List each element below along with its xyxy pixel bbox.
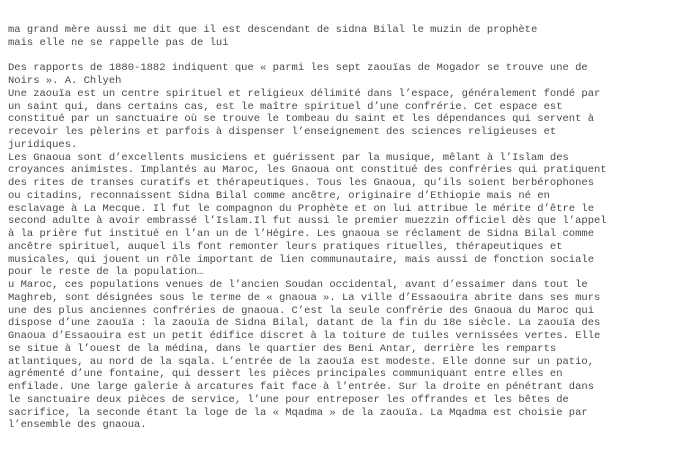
text-line: ou citadins, reconnaissent Sidna Bilal comme ancêtre, originaire d’Ethiopie mais né en: [8, 189, 550, 202]
text-line: Les Gnaoua sont d’excellents musiciens et guérissent par la musique, mêlant à l’Islam des: [8, 151, 569, 164]
text-line: pour le reste de la population…: [8, 266, 204, 279]
text-line: dispose d’une zaouïa : la zaouïa de Sidna Bilal, datant de la fin du 18e siècle. La zaouïa des: [8, 317, 601, 330]
text-line: un saint qui, dans certains cas, est le maître spirituel d’une confrérie. Cet espace est: [8, 100, 563, 113]
text-line: Maghreb, sont désignées sous le terme de « gnaoua ». La ville d’Essaouira abrite dans ses murs: [8, 291, 601, 304]
intro-paragraph: [8, 24, 680, 50]
text-line: Gnaoua d’Essaouira est un petit édifice discret à la toiture de tuiles vernissées vertes. Elle: [8, 330, 601, 342]
text-line: croyances animistes. Implantés au Maroc, les Gnaoua ont constitué des confréries qui pratiquent: [8, 164, 607, 177]
text-line: mais elle ne se rappelle pas de lui: [8, 36, 229, 49]
text-line: se situe à l’ouest de la médina, dans le quartier des Beni Antar, derrière les remparts: [8, 342, 557, 355]
text-line: juridiques.: [8, 138, 78, 151]
text-line: le sanctuaire deux pièces de service, l’une pour entreposer les offrandes et les bêtes de: [8, 393, 569, 406]
text-line: enfilade. Une large galerie à arcatures fait face à l’entrée. Sur la droite en pénétrant dans: [8, 381, 594, 393]
text-line: atlantiques, au nord de la sqala. L’entrée de la zaouïa est modeste. Elle donne sur un patio,: [8, 355, 594, 368]
text-line: u Maroc, ces populations venues de l’ancien Soudan occidental, avant d’essaimer dans tout le: [8, 279, 588, 291]
text-line: ma grand mère aussi me dit que il est descendant de sidna Bilal le muzin de prophète: [8, 24, 538, 36]
body-paragraphs: [8, 62, 680, 432]
text-line: à la prière fut institué en l’an un de l’Hégire. Les gnaoua se réclament de Sidna Bilal comme: [8, 228, 594, 240]
text-line: l’ensemble des gnaoua.: [8, 419, 147, 432]
text-line: Des rapports de 1880-1882 indiquent que « parmi les sept zaouïas de Mogador se trouve une de: [8, 62, 588, 75]
text-line: ancêtre spirituel, auquel ils font remonter leurs pratiques rituelles, thérapeutiques et: [8, 240, 563, 253]
text-line: esclavage à La Mecque. Il fut le compagnon du Prophète et on lui attribue le mérite d’être le: [8, 202, 594, 215]
text-line: agrémenté d’une fontaine, qui dessert les pièces principales communiquant entre elles en: [8, 368, 563, 381]
paragraph-gap: [8, 50, 680, 63]
text-line: Une zaouïa est un centre spirituel et religieux délimité dans l’espace, généralement fondé par: [8, 87, 601, 100]
text-line: sacrifice, la seconde étant la loge de la « Mqadma » de la zaouïa. La Mqadma est choisie par: [8, 406, 588, 419]
document-text: [8, 24, 680, 432]
text-line: constitué par un sanctuaire où se trouve le tombeau du saint et les dépendances qui servent à: [8, 113, 594, 126]
text-line: musicales, qui jouent un rôle important de lien communautaire, mais aussi de fonction sociale: [8, 253, 594, 266]
text-line: Noirs ». A. Chlyeh: [8, 75, 122, 87]
text-line: second adulte à avoir embrassé l’Islam.Il fut aussi le premier muezzin officiel dès que l’appel: [8, 215, 607, 228]
text-line: recevoir les pèlerins et parfois à dispenser l’enseignement des sciences religieuses et: [8, 126, 557, 138]
text-line: des rites de transes curatifs et thérapeutiques. Tous les Gnaoua, qu’ils soient berbérophones: [8, 177, 594, 189]
text-line: une des plus anciennes confréries de gnaoua. C’est la seule confrérie des Gnaoua du Maroc qui: [8, 304, 594, 317]
